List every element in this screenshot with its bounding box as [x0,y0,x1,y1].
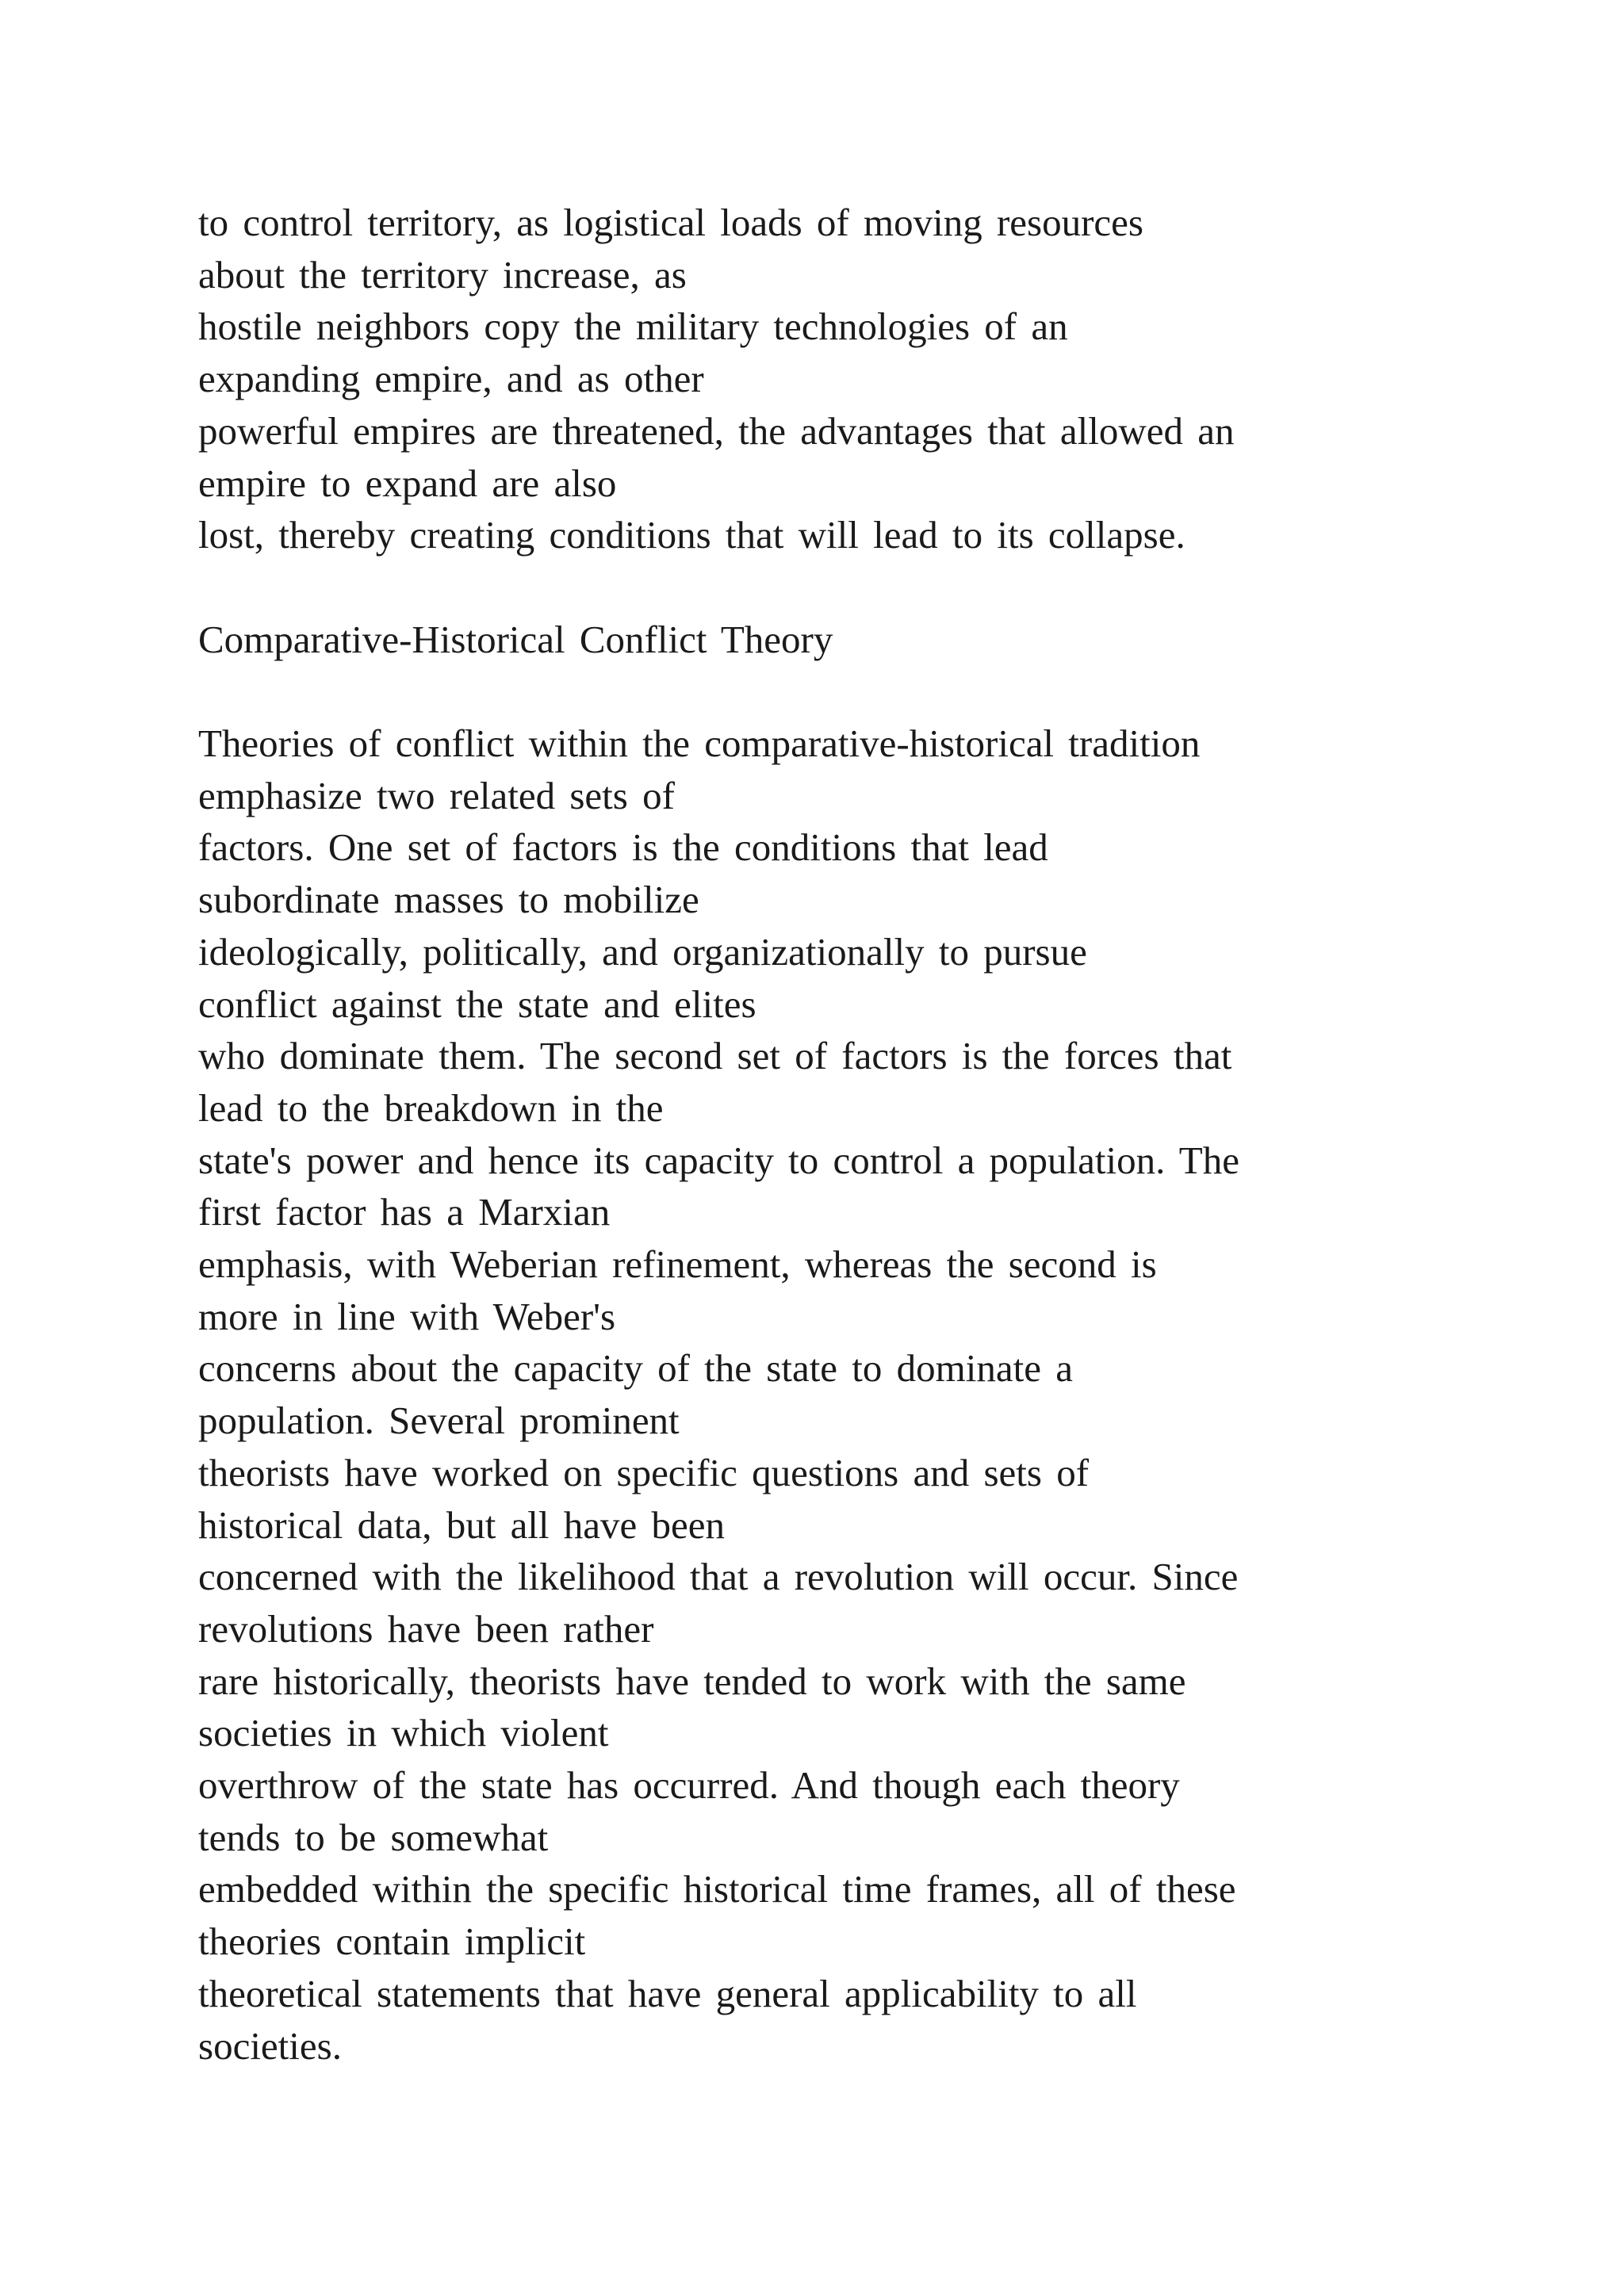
text-line: subordinate masses to mobilize [198,878,699,922]
text-line: to control territory, as logistical loads of moving resources [198,201,1143,244]
text-line: factors. One set of factors is the conditions that lead [198,825,1048,870]
text-line: concerns about the capacity of the state to dominate a [198,1346,1074,1391]
text-line: theoretical statements that have general applicability to all [198,1971,1137,2015]
blank-line [198,665,1546,718]
text-line: tends to be somewhat [198,1815,549,1859]
text-line: historical data, but all have been [198,1502,726,1547]
text-line: societies in which violent [198,1711,609,1755]
text-line: emphasize two related sets of [198,773,675,817]
text-line: emphasis, with Weberian refinement, whereas the second is [198,1242,1157,1287]
section-heading: Comparative-Historical Conflict Theory [198,617,833,661]
text-line: rare historically, theorists have tended to work with the same [198,1659,1186,1703]
text-line: revolutions have been rather [198,1606,654,1651]
paragraph-empire-collapse [198,197,1546,561]
text-line: overthrow of the state has occurred. And though each theory [198,1763,1180,1808]
text-line: Theories of conflict within the comparative-historical tradition [198,721,1201,765]
text-line: empire to expand are also [198,461,617,505]
document-page [198,197,1546,2072]
text-line: embedded within the specific historical time frames, all of these [198,1867,1236,1911]
text-line: ideologically, politically, and organizationally to pursue [198,929,1087,974]
text-line: hostile neighbors copy the military technologies of an [198,304,1068,349]
text-line: societies. [198,2023,342,2068]
text-line: population. Several prominent [198,1399,680,1443]
text-line: lost, thereby creating conditions that will lead to its collapse. [198,513,1185,557]
text-line: more in line with Weber's [198,1294,616,1338]
text-line: lead to the breakdown in the [198,1085,664,1130]
text-line: state's power and hence its capacity to control a population. The [198,1138,1239,1182]
blank-line [198,561,1546,614]
paragraph-conflict-theory [198,718,1546,2072]
text-line: theorists have worked on specific questions and sets of [198,1450,1090,1494]
text-line: theories contain implicit [198,1919,586,1964]
text-line: concerned with the likelihood that a revolution will occur. Since [198,1555,1239,1599]
text-line: who dominate them. The second set of factors is the forces that [198,1034,1232,1078]
text-line: powerful empires are threatened, the advantages that allowed an [198,408,1235,453]
text-line: first factor has a Marxian [198,1190,611,1234]
text-line: conflict against the state and elites [198,982,756,1026]
text-line: about the territory increase, as [198,252,687,297]
text-line: expanding empire, and as other [198,357,704,401]
